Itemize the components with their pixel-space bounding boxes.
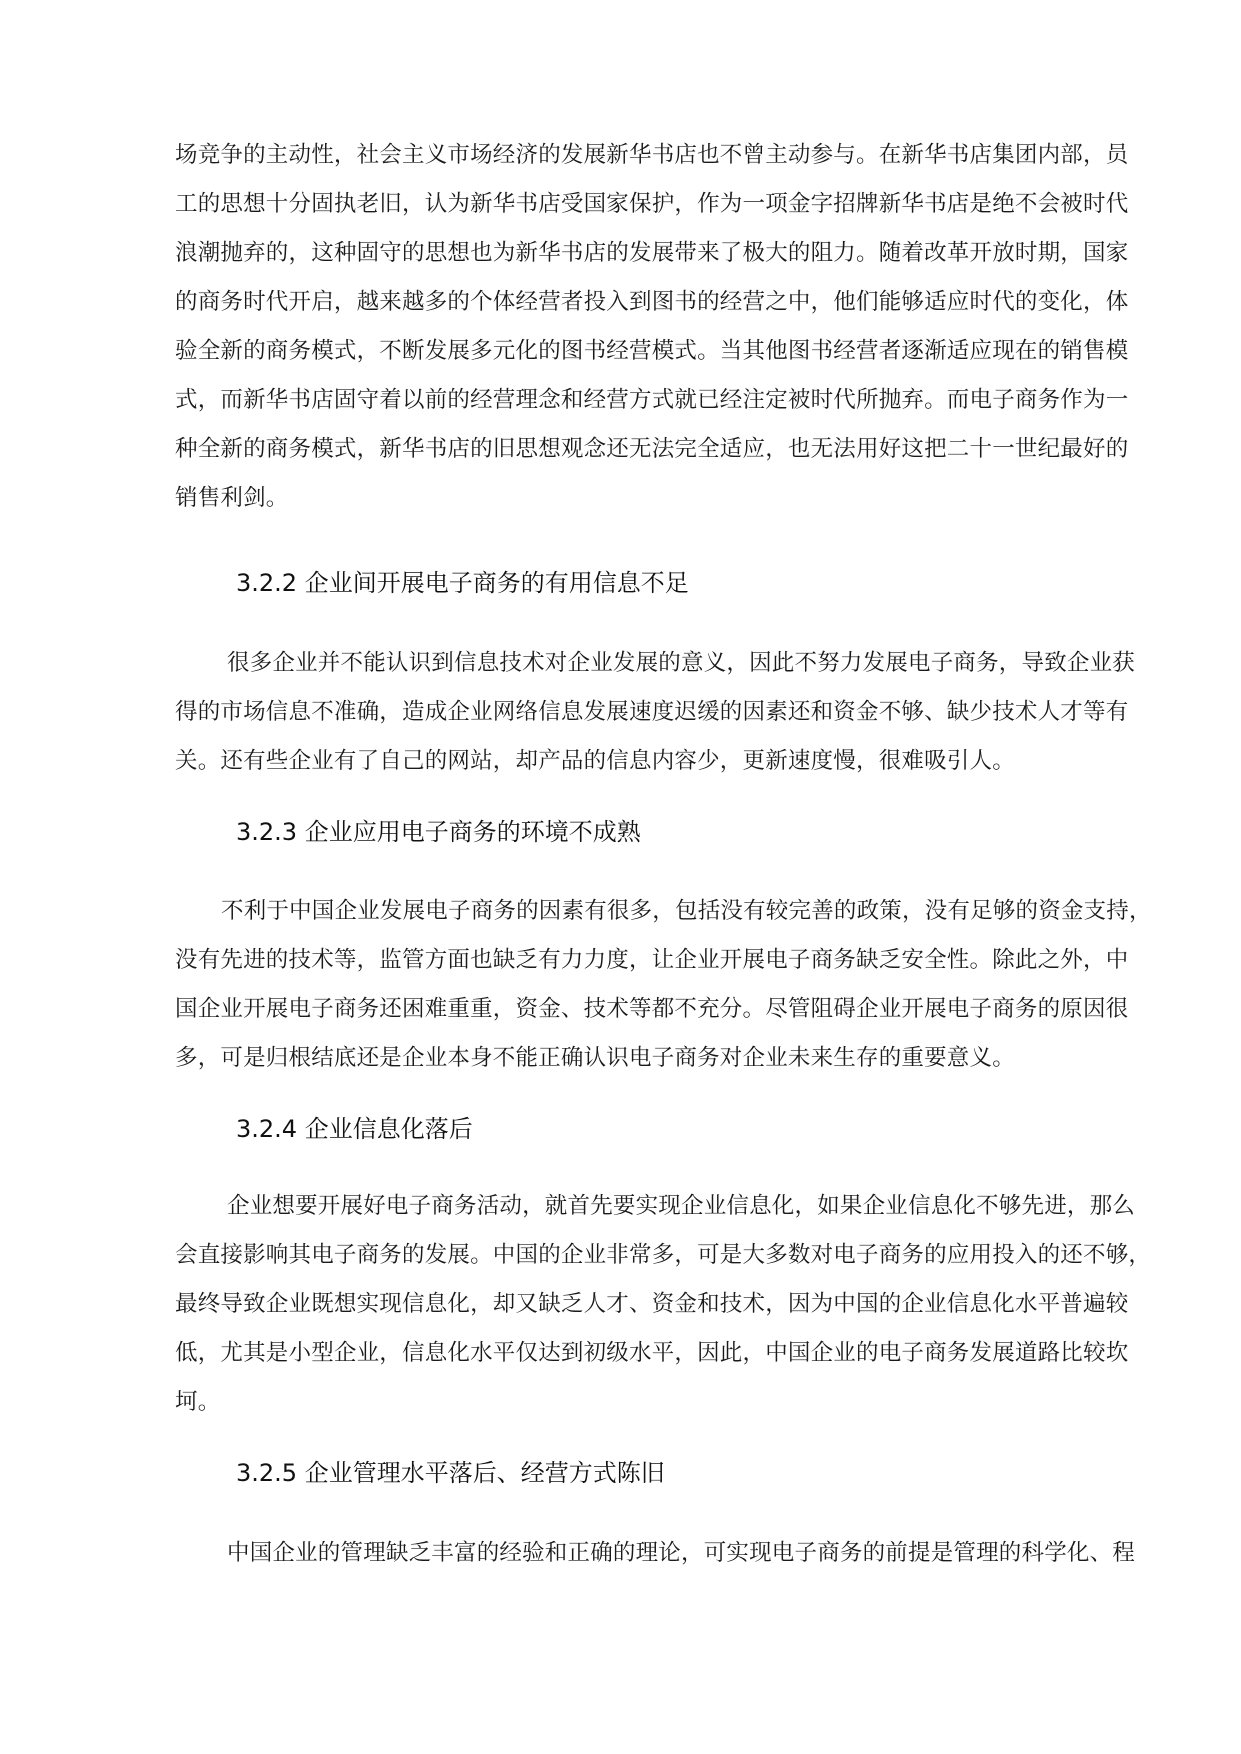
paragraph-line: 国企业开展电子商务还困难重重，资金、技术等都不充分。尽管阻碍企业开展电子商务的原因很 bbox=[175, 996, 1129, 1022]
paragraph-line: 销售利剑。 bbox=[175, 485, 289, 511]
paragraph-line: 坷。 bbox=[175, 1389, 221, 1415]
paragraph-line: 场竞争的主动性，社会主义市场经济的发展新华书店也不曾主动参与。在新华书店集团内部，员 bbox=[175, 142, 1129, 168]
paragraph-management bbox=[175, 1529, 1136, 1578]
paragraph-line: 中国企业的管理缺乏丰富的经验和正确的理论，可实现电子商务的前提是管理的科学化、程 bbox=[227, 1540, 1136, 1566]
paragraph-line: 浪潮抛弃的，这种固守的思想也为新华书店的发展带来了极大的阻力。随着改革开放时期，国家 bbox=[175, 240, 1129, 266]
paragraph-line: 不利于中国企业发展电子商务的因素有很多，包括没有较完善的政策，没有足够的资金支持， bbox=[221, 898, 1152, 924]
paragraph-line: 企业想要开展好电子商务活动，就首先要实现企业信息化，如果企业信息化不够先进，那么 bbox=[227, 1193, 1136, 1219]
section-heading-3-2-5: 3.2.5 企业管理水平落后、经营方式陈旧 bbox=[236, 1459, 665, 1487]
paragraph-line: 多，可是归根结底还是企业本身不能正确认识电子商务对企业未来生存的重要意义。 bbox=[175, 1045, 1015, 1071]
paragraph-useful-info bbox=[175, 639, 1136, 786]
paragraph-line: 得的市场信息不准确，造成企业网络信息发展速度迟缓的因素还和资金不够、缺少技术人才等有 bbox=[175, 699, 1129, 725]
paragraph-line: 低，尤其是小型企业，信息化水平仅达到初级水平，因此，中国企业的电子商务发展道路比较坎 bbox=[175, 1340, 1129, 1366]
paragraph-line: 很多企业并不能认识到信息技术对企业发展的意义，因此不努力发展电子商务，导致企业获 bbox=[227, 650, 1136, 676]
section-heading-3-2-3: 3.2.3 企业应用电子商务的环境不成熟 bbox=[236, 818, 641, 846]
paragraph-line: 最终导致企业既想实现信息化，却又缺乏人才、资金和技术，因为中国的企业信息化水平普遍较 bbox=[175, 1291, 1129, 1317]
paragraph-environment bbox=[175, 887, 1152, 1083]
section-heading-3-2-4: 3.2.4 企业信息化落后 bbox=[236, 1115, 473, 1143]
paragraph-line: 没有先进的技术等，监管方面也缺乏有力力度，让企业开展电子商务缺乏安全性。除此之外，中 bbox=[175, 947, 1129, 973]
paragraph-line: 的商务时代开启，越来越多的个体经营者投入到图书的经营之中，他们能够适应时代的变化，体 bbox=[175, 289, 1129, 315]
paragraph-line: 验全新的商务模式，不断发展多元化的图书经营模式。当其他图书经营者逐渐适应现在的销售模 bbox=[175, 338, 1129, 364]
paragraph-line: 种全新的商务模式，新华书店的旧思想观念还无法完全适应，也无法用好这把二十一世纪最好的 bbox=[175, 436, 1129, 462]
paragraph-line: 关。还有些企业有了自己的网站，却产品的信息内容少，更新速度慢，很难吸引人。 bbox=[175, 748, 1015, 774]
paragraph-xinhua-bookstore bbox=[175, 131, 1129, 523]
paragraph-informatization bbox=[175, 1182, 1152, 1427]
section-heading-3-2-2: 3.2.2 企业间开展电子商务的有用信息不足 bbox=[236, 569, 689, 597]
paragraph-line: 式，而新华书店固守着以前的经营理念和经营方式就已经注定被时代所抛弃。而电子商务作为一 bbox=[175, 387, 1129, 413]
paragraph-line: 会直接影响其电子商务的发展。中国的企业非常多，可是大多数对电子商务的应用投入的还不够， bbox=[175, 1242, 1152, 1268]
paragraph-line: 工的思想十分固执老旧，认为新华书店受国家保护，作为一项金字招牌新华书店是绝不会被时代 bbox=[175, 191, 1129, 217]
